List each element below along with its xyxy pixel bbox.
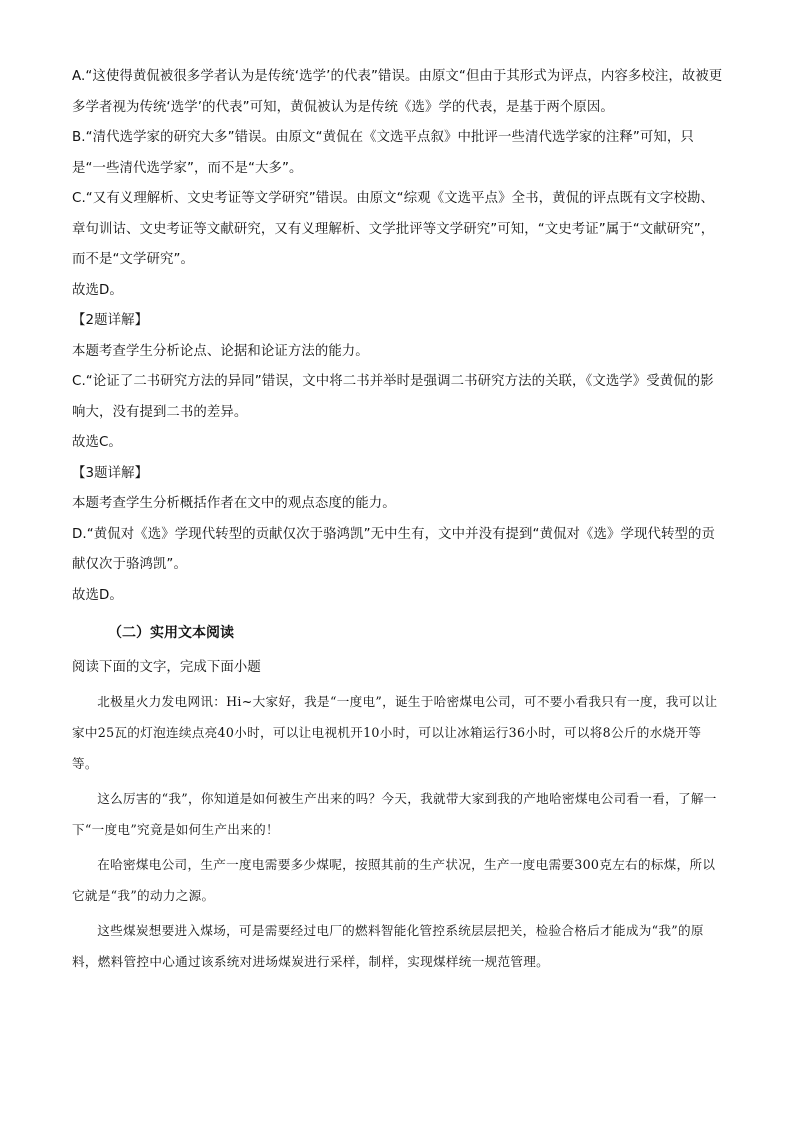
q2-header: 【2题详解】 xyxy=(72,313,149,328)
section-title: （二）实用文本阅读 xyxy=(108,625,234,641)
article-paragraph: 在哈密煤电公司，生产一度电需要多少煤呢，按照其前的生产状况，生产一度电需要300克左右的标煤，所以它就是“我”的动力之源。 xyxy=(72,856,716,903)
q1-option-c-analysis: C.“又有义理解析、文史考证等文学研究”错误。由原文“综观《文选平点》全书，黄侃的评点既有文字校勘、章句训诂、文史考证等文献研究，又有义理解析、文学批评等文学研究”可知，“文史考证”属于“文献研究”，而不是“文学研究”。 xyxy=(72,191,715,267)
document-page xyxy=(72,62,724,977)
q2-answer: 故选C。 xyxy=(72,435,122,450)
q3-answer: 故选D。 xyxy=(72,587,123,603)
q3-header: 【3题详解】 xyxy=(72,465,149,481)
q1-option-b-analysis: B.“清代选学家的研究大多”错误。由原文“黄侃在《文选平点叙》中批评一些清代选学家的注释”可知，只是“一些清代选学家”，而不是“大多”。 xyxy=(72,130,694,176)
section-instruction: 阅读下面的文字，完成下面小题 xyxy=(72,660,261,675)
q3-intro: 本题考查学生分析概括作者在文中的观点态度的能力。 xyxy=(72,496,396,511)
q2-option-c-analysis: C.“论证了二书研究方法的异同”错误，文中将二书并举时是强调二书研究方法的关联，《文选学》受黄侃的影响大，没有提到二书的差异。 xyxy=(72,374,714,420)
article-paragraph: 这么厉害的“我”，你知道是如何被生产出来的吗？今天，我就带大家到我的产地哈密煤电公司看一看，了解一下“一度电”究竟是如何生产出来的！ xyxy=(72,790,717,837)
article-paragraph: 这些煤炭想要进入煤场，可是需要经过电厂的燃料智能化管控系统层层把关，检验合格后才能成为“我”的原料，燃料管控中心通过该系统对进场煤炭进行采样，制样，实现煤样统一规范管理。 xyxy=(72,922,704,969)
q1-answer: 故选D。 xyxy=(72,282,123,298)
q1-option-a-analysis: A.“这使得黄侃被很多学者认为是传统‘选学’的代表”错误。由原文“但由于其形式为评点，内容多校注，故被更多学者视为传统‘选学’的代表”可知，黄侃被认为是传统《选》学的代表，是基于两个原因。 xyxy=(72,69,723,115)
q2-intro: 本题考查学生分析论点、论据和论证方法的能力。 xyxy=(72,343,369,359)
article-paragraph: 北极星火力发电网讯：Hi~大家好，我是“一度电”，诞生于哈密煤电公司，可不要小看我只有一度，我可以让家中25瓦的灯泡连续点亮40小时，可以让电视机开10小时，可以让冰箱运行36小时，可以将8公斤的水烧开等等。 xyxy=(72,693,718,771)
q3-option-d-analysis: D.“黄侃对《选》学现代转型的贡献仅次于骆鸿凯”无中生有，文中并没有提到“黄侃对《选》学现代转型的贡献仅次于骆鸿凯”。 xyxy=(72,526,715,572)
